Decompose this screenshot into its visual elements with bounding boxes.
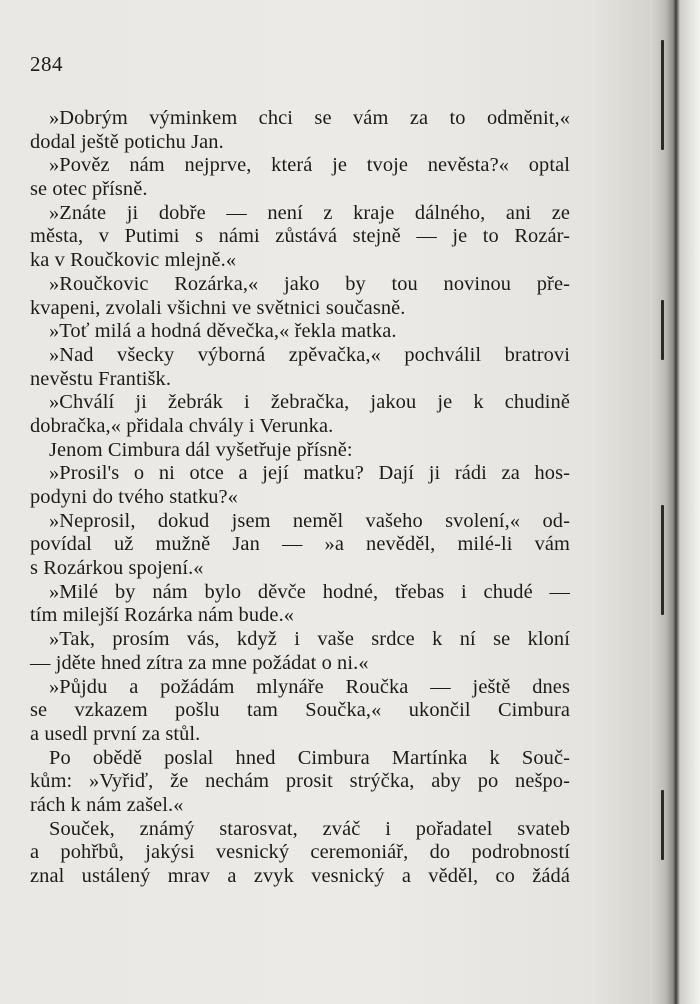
binding-stitch <box>661 790 664 860</box>
text-line: »Neprosil, dokud jsem neměl vašeho svolení,« od- <box>49 509 570 532</box>
text-line: »Dobrým výminkem chci se vám za to odměnit,« <box>49 107 570 129</box>
text-line: znal ustálený mrav a zvyk vesnický a věděl, co žádá <box>30 865 570 887</box>
page-number: 284 <box>30 52 63 76</box>
text-line: se vzkazem pošlu tam Součka,« ukončil Cimbura <box>30 699 570 722</box>
text-line: tím milejší Rozárka nám bude.« <box>30 604 295 627</box>
text-line: »Nad všecky výborná zpěvačka,« pochválil bratrovi <box>49 343 570 366</box>
text-line: »Toť milá a hodná děvečka,« řekla matka. <box>49 320 397 343</box>
text-line: »Chválí ji žebrák i žebračka, jakou je k chudině <box>49 391 570 414</box>
text-line: podyni do tvého statku?« <box>30 486 238 508</box>
text-line: rách k nám zašel.« <box>30 793 184 816</box>
text-line: »Prosil's o ni otce a její matku? Dají ji rádi za hos- <box>49 462 570 485</box>
text-line: s Rozárkou spojení.« <box>30 557 204 580</box>
text-line: Po obědě poslal hned Cimbura Martínka k Souč- <box>49 746 570 769</box>
text-line: a usedl první za stůl. <box>30 722 201 745</box>
text-line: »Tak, prosím vás, když i vaše srdce k ní se kloní <box>49 628 570 651</box>
text-line: dodal ještě potichu Jan. <box>30 130 224 153</box>
text-line: dobračka,« přidala chvály i Verunka. <box>30 414 334 437</box>
binding-stitch <box>661 40 664 150</box>
body-text <box>30 107 570 889</box>
text-line: ka v Roučkovic mlejně.« <box>30 249 237 272</box>
text-line: »Znáte ji dobře — není z kraje dálného, ani ze <box>49 201 570 224</box>
text-line: »Pověz nám nejprve, která je tvoje nevěsta?« optal <box>49 154 570 177</box>
text-line: »Milé by nám bylo děvče hodné, třebas i chudé — <box>49 580 570 603</box>
text-line: »Půjdu a požádám mlynáře Roučka — ještě dnes <box>49 675 570 698</box>
text-line: kvapeni, zvolali všichni ve světnici současně. <box>30 296 406 319</box>
text-line: se otec přísně. <box>30 178 148 201</box>
text-line: Jenom Cimbura dál vyšetřuje přísně: <box>49 438 353 461</box>
text-line: kům: »Vyřiď, že nechám prosit strýčka, aby po nešpo- <box>30 770 570 793</box>
text-line: povídal už mužně Jan — »a nevěděl, milé-li vám <box>30 533 570 556</box>
binding-stitch <box>661 505 664 615</box>
text-line: — jděte hned zítra za mne požádat o ni.« <box>30 651 369 674</box>
text-line: »Roučkovic Rozárka,« jako by tou novinou pře- <box>49 272 570 295</box>
text-line: a pohřbů, jakýsi vesnický ceremoniář, do podrobností <box>30 841 570 864</box>
text-line: města, v Putimi s námi zůstává stejně — je to Rozár- <box>30 225 570 248</box>
binding-stitch <box>661 300 664 360</box>
text-line: Souček, známý starosvat, zváč i pořadatel svateb <box>49 817 570 840</box>
book-spine <box>650 0 700 1004</box>
text-line: nevěstu Františk. <box>30 367 172 390</box>
